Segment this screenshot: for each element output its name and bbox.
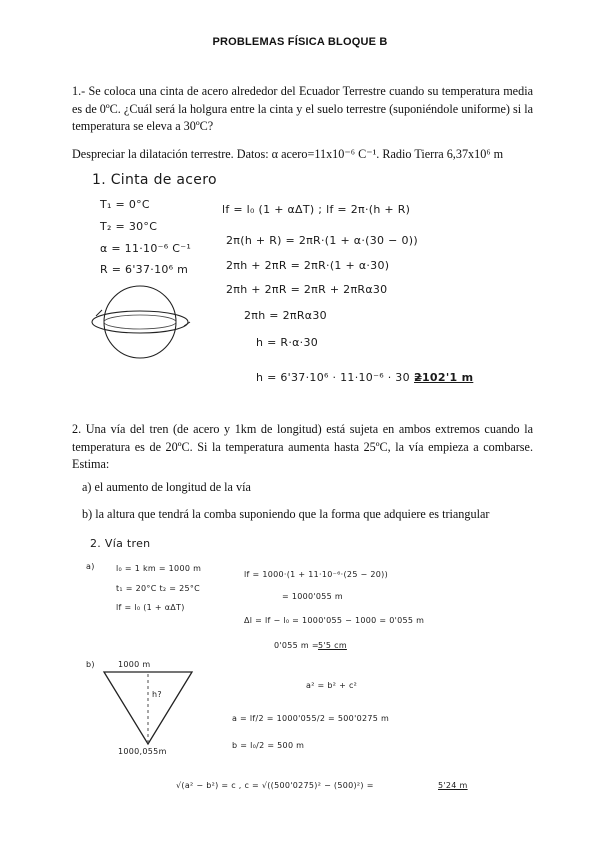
problem-1-data: Despreciar la dilatación terrestre. Datos: α acero=11x10⁻⁶ C⁻¹. Radio Tierra 6,37x10⁶ m — [72, 147, 504, 161]
hw1-eq7: h = 6'37·10⁶ · 11·10⁻⁶ · 30 = — [256, 371, 424, 384]
page-title: PROBLEMAS FÍSICA BLOQUE B — [212, 36, 388, 48]
hw1-eq1: lf = l₀ (1 + αΔT) ; lf = 2π·(h + R) — [222, 203, 411, 216]
problem-1-statement: 1.- Se coloca una cinta de acero alrededor del Ecuador Terrestre cuando su temperatura media es de 0ºC. ¿Cuál será la holgura entre la cinta y el suelo terrestre (suponiéndole uniforme) si la temperatura se eleva a 30ºC? — [72, 84, 533, 133]
hw2-c-eq: √(a² − b²) = c , c = √((500'0275)² − (500)²) = — [176, 781, 374, 790]
hw1-result: 2102'1 m — [414, 371, 474, 384]
hw2-l0: l₀ = 1 km = 1000 m — [116, 564, 202, 573]
hw1-eq2: 2π(h + R) = 2πR·(1 + α·(30 − 0)) — [226, 234, 418, 247]
hw1-eq5: 2πh = 2πRα30 — [244, 309, 327, 322]
hw2-b-eq: b = l₀/2 = 500 m — [232, 741, 305, 750]
hw1-radius: R = 6'37·10⁶ m — [100, 263, 189, 276]
hw2-tri-top: 1000 m — [118, 660, 151, 669]
earth-sketch — [88, 282, 196, 362]
hw1-heading: 1. Cinta de acero — [92, 172, 217, 188]
hw1-eq4: 2πh + 2πR = 2πR + 2πRα30 — [226, 283, 388, 296]
hw2-calc3: Δl = lf − l₀ = 1000'055 − 1000 = 0'055 m — [244, 616, 425, 625]
hw2-formula: lf = l₀ (1 + αΔT) — [116, 603, 185, 612]
hw2-tri-bottom: 1000,055m — [118, 747, 167, 756]
hw2-pyth: a² = b² + c² — [306, 681, 358, 690]
hw1-t1: T₁ = 0°C — [100, 198, 150, 211]
hw1-eq3: 2πh + 2πR = 2πR·(1 + α·30) — [226, 259, 390, 272]
hw2-c-result: 5'24 m — [438, 781, 468, 790]
hw1-alpha: α = 11·10⁻⁶ C⁻¹ — [100, 242, 192, 255]
hw2-heading: 2. Vía tren — [90, 537, 151, 550]
hw2-calc2: = 1000'055 m — [282, 592, 344, 601]
hw2-calc4: 0'055 m = — [274, 641, 319, 650]
hw1-eq6: h = R·α·30 — [256, 336, 319, 349]
hw2-calc4-result: 5'5 cm — [318, 641, 347, 650]
hw2-tri-h: h? — [152, 690, 162, 699]
problem-2-statement: 2. Una vía del tren (de acero y 1km de longitud) está sujeta en ambos extremos cuando la temperatura es de 20ºC. Si la temperatura aumenta hasta 25ºC, la vía empieza a combarse. Estima: — [72, 422, 533, 471]
triangle-sketch — [100, 668, 196, 748]
problem-2-item-a: a) el aumento de longitud de la vía — [82, 480, 251, 494]
hw2-a-label: a) — [86, 562, 95, 571]
hw2-temps: t₁ = 20°C t₂ = 25°C — [116, 584, 201, 593]
hw2-a-eq: a = lf/2 = 1000'055/2 = 500'0275 m — [232, 714, 390, 723]
hw2-calc1: lf = 1000·(1 + 11·10⁻⁶·(25 − 20)) — [244, 570, 389, 579]
hw2-b-label: b) — [86, 660, 95, 669]
hw1-t2: T₂ = 30°C — [100, 220, 158, 233]
problem-2-item-b: b) la altura que tendrá la comba suponiendo que la forma que adquiere es triangular — [82, 507, 490, 521]
